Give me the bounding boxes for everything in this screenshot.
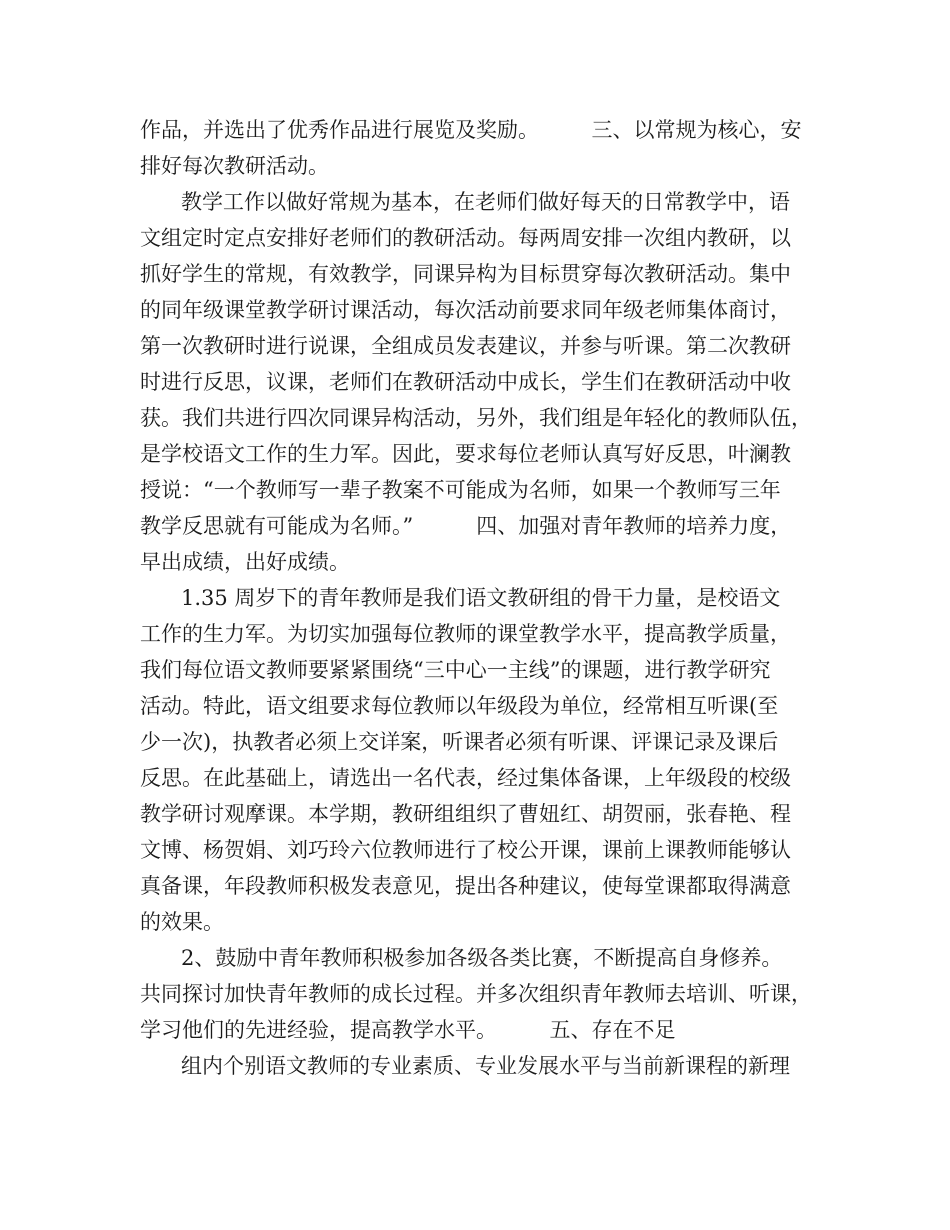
text-line: 学习他们的先进经验，提高教学水平。 五、存在不足 xyxy=(140,1018,676,1042)
text-line: 组内个别语文教师的专业素质、专业发展水平与当前新课程的新理 xyxy=(181,1054,790,1078)
text-line: 排好每次教研活动。 xyxy=(140,154,329,178)
text-line: 早出成绩，出好成绩。 xyxy=(140,550,350,574)
text-line: 反思。在此基础上，请选出一名代表，经过集体备课，上年级段的校级 xyxy=(140,766,791,790)
text-line: 教学研讨观摩课。本学期，教研组组织了曹妞红、胡贺丽，张春艳、程 xyxy=(140,802,791,826)
text-line: 我们每位语文教师要紧紧围绕“三中心一主线”的课题，进行教学研究 xyxy=(140,658,771,682)
text-line: 获。我们共进行四次同课异构活动，另外，我们组是年轻化的教师队伍， xyxy=(140,406,812,430)
text-line: 第一次教研时进行说课，全组成员发表建议，并参与听课。第二次教研 xyxy=(140,334,791,358)
text-line: 活动。特此，语文组要求每位教师以年级段为单位，经常相互听课(至 xyxy=(140,694,779,718)
text-line: 抓好学生的常规，有效教学，同课异构为目标贯穿每次教研活动。集中 xyxy=(140,262,791,286)
text-line: 2、鼓励中青年教师积极参加各级各类比赛，不断提高自身修养。 xyxy=(181,946,783,970)
text-line: 授说：“一个教师写一辈子教案不可能成为名师，如果一个教师写三年 xyxy=(140,478,781,502)
text-line: 1.35 周岁下的青年教师是我们语文教研组的骨干力量，是校语文 xyxy=(181,586,781,610)
text-line: 作品，并选出了优秀作品进行展览及奖励。 三、以常规为核心，安 xyxy=(140,118,802,142)
text-line: 教学工作以做好常规为基本，在老师们做好每天的日常教学中，语 xyxy=(181,190,790,214)
text-line: 教学反思就有可能成为名师。” 四、加强对青年教师的培养力度， xyxy=(140,514,792,538)
text-line: 共同探讨加快青年教师的成长过程。并多次组织青年教师去培训、听课， xyxy=(140,982,812,1006)
text-line: 的效果。 xyxy=(140,910,224,934)
text-line: 时进行反思，议课，老师们在教研活动中成长，学生们在教研活动中收 xyxy=(140,370,791,394)
text-line: 文博、杨贺娟、刘巧玲六位教师进行了校公开课，课前上课教师能够认 xyxy=(140,838,791,862)
text-line: 文组定时定点安排好老师们的教研活动。每两周安排一次组内教研，以 xyxy=(140,226,791,250)
text-line: 少一次)，执教者必须上交详案，听课者必须有听课、评课记录及课后 xyxy=(140,730,779,754)
text-line: 真备课，年段教师积极发表意见，提出各种建议，使每堂课都取得满意 xyxy=(140,874,791,898)
text-line: 是学校语文工作的生力军。因此，要求每位老师认真写好反思，叶澜教 xyxy=(140,442,791,466)
text-line: 工作的生力军。为切实加强每位教师的课堂教学水平，提高教学质量， xyxy=(140,622,791,646)
text-line: 的同年级课堂教学研讨课活动，每次活动前要求同年级老师集体商讨， xyxy=(140,298,791,322)
